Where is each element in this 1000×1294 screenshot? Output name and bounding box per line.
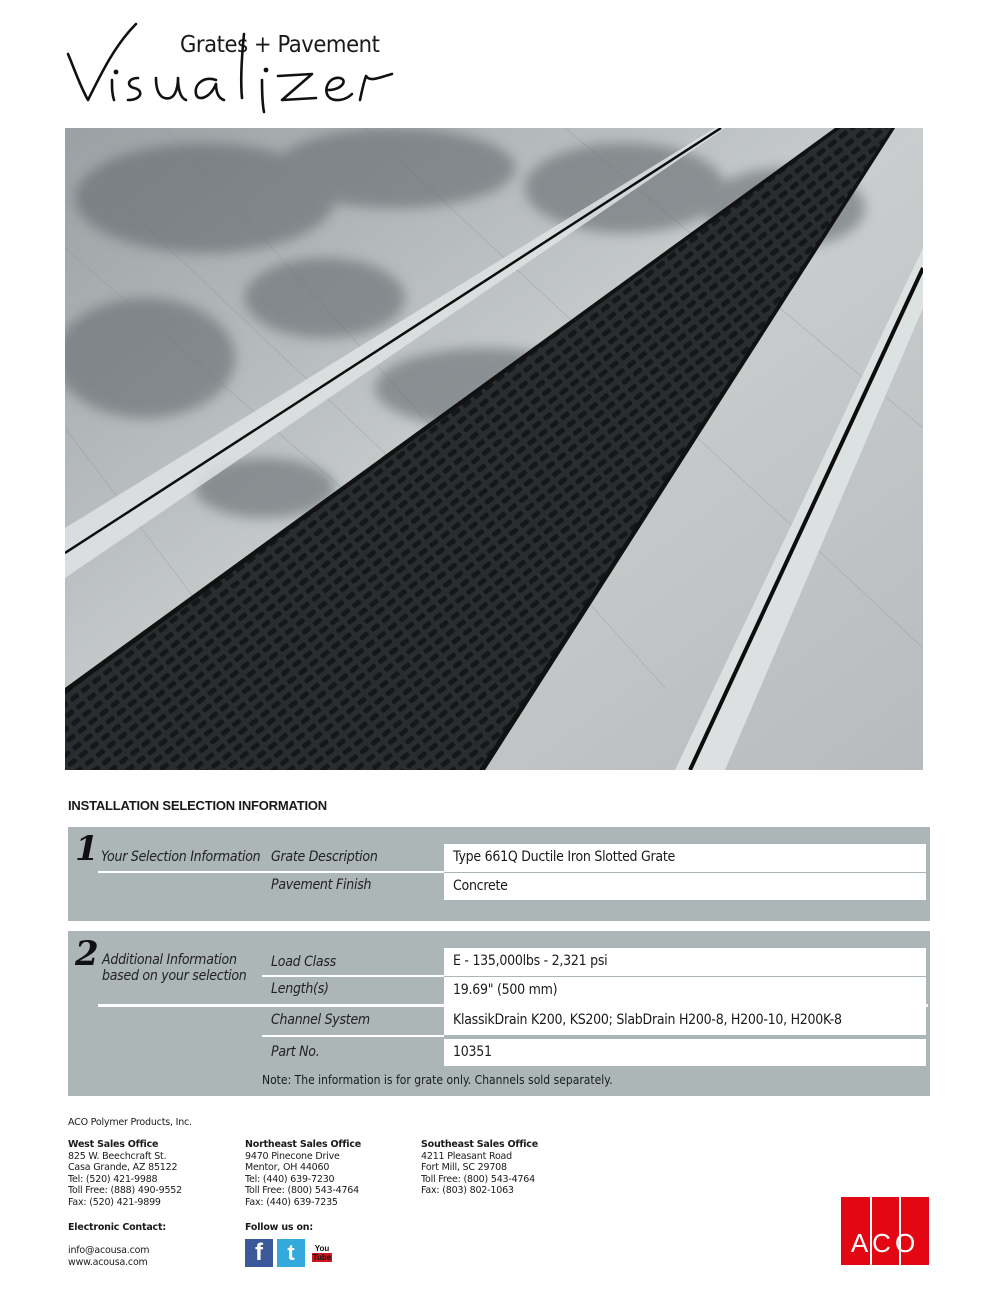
southeast-office-line: Toll Free: (800) 543-4764 xyxy=(421,1173,535,1185)
pavement-finish-label: Pavement Finish xyxy=(271,877,372,893)
logo-subtitle: Grates + Pavement xyxy=(180,32,380,58)
west-office-line: 825 W. Beechcraft St. xyxy=(68,1150,167,1162)
southeast-office-line: Fort Mill, SC 29708 xyxy=(421,1162,507,1174)
company-name: ACO Polymer Products, Inc. xyxy=(68,1117,192,1128)
northeast-office-title: Northeast Sales Office xyxy=(245,1139,362,1150)
panel1-divider xyxy=(98,871,444,873)
northeast-sales-office xyxy=(245,1139,361,1209)
contact-email[interactable]: info@acousa.com xyxy=(68,1245,150,1256)
channel-system-divider xyxy=(262,1035,444,1037)
channel-system-label: Channel System xyxy=(271,1012,370,1028)
part-number-label: Part No. xyxy=(271,1044,320,1060)
west-office-title: West Sales Office xyxy=(68,1139,159,1150)
twitter-icon[interactable]: t xyxy=(277,1239,305,1267)
grate-pavement-image xyxy=(65,128,923,770)
load-class-divider xyxy=(262,975,444,977)
visualizer-logo xyxy=(66,20,396,120)
panel2-heading-line2: based on your selection xyxy=(102,968,247,984)
length-value: 19.69" (500 mm) xyxy=(444,977,926,1004)
hero-photo xyxy=(65,128,923,770)
west-sales-office xyxy=(68,1139,182,1209)
northeast-office-line: Toll Free: (800) 543-4764 xyxy=(245,1185,359,1197)
youtube-icon[interactable]: You Tube xyxy=(309,1239,335,1267)
aco-logo xyxy=(841,1197,929,1265)
panel1-heading: Your Selection Information xyxy=(101,849,261,865)
west-office-line: Tel: (520) 421-9988 xyxy=(68,1173,158,1185)
aco-logo-text: ACO xyxy=(850,1228,920,1258)
panel2-note: Note: The information is for grate only. Channels sold separately. xyxy=(262,1073,613,1087)
west-office-line: Casa Grande, AZ 85122 xyxy=(68,1162,178,1174)
channel-system-value: KlassikDrain K200, KS200; SlabDrain H200-8, H200-10, H200K-8 xyxy=(444,1007,926,1035)
electronic-contact-title: Electronic Contact: xyxy=(68,1222,166,1233)
length-label: Length(s) xyxy=(271,981,329,997)
grate-description-value: Type 661Q Ductile Iron Slotted Grate xyxy=(444,844,926,872)
load-class-value: E - 135,000lbs - 2,321 psi xyxy=(444,948,926,976)
northeast-office-line: Mentor, OH 44060 xyxy=(245,1162,330,1174)
panel1-number: 1 xyxy=(75,829,99,869)
website-link[interactable]: www.acousa.com xyxy=(68,1257,148,1268)
northeast-office-line: 9470 Pinecone Drive xyxy=(245,1150,340,1162)
facebook-icon[interactable]: f xyxy=(245,1239,273,1267)
southeast-sales-office xyxy=(421,1139,538,1197)
grate-description-label: Grate Description xyxy=(271,849,378,865)
southeast-office-line: 4211 Pleasant Road xyxy=(421,1150,513,1162)
follow-us-title: Follow us on: xyxy=(245,1222,313,1233)
pavement-finish-value: Concrete xyxy=(444,873,926,900)
section-title: INSTALLATION SELECTION INFORMATION xyxy=(68,798,327,813)
west-office-line: Fax: (520) 421-9899 xyxy=(68,1196,161,1208)
load-class-label: Load Class xyxy=(271,954,336,970)
northeast-office-line: Tel: (440) 639-7230 xyxy=(245,1173,335,1185)
panel2-heading-line1: Additional Information xyxy=(102,952,237,968)
part-number-value: 10351 xyxy=(444,1039,926,1066)
northeast-office-line: Fax: (440) 639-7235 xyxy=(245,1196,338,1208)
west-office-line: Toll Free: (888) 490-9552 xyxy=(68,1185,182,1197)
southeast-office-line: Fax: (803) 802-1063 xyxy=(421,1185,514,1197)
panel2-number: 2 xyxy=(75,934,99,974)
southeast-office-title: Southeast Sales Office xyxy=(421,1139,538,1150)
